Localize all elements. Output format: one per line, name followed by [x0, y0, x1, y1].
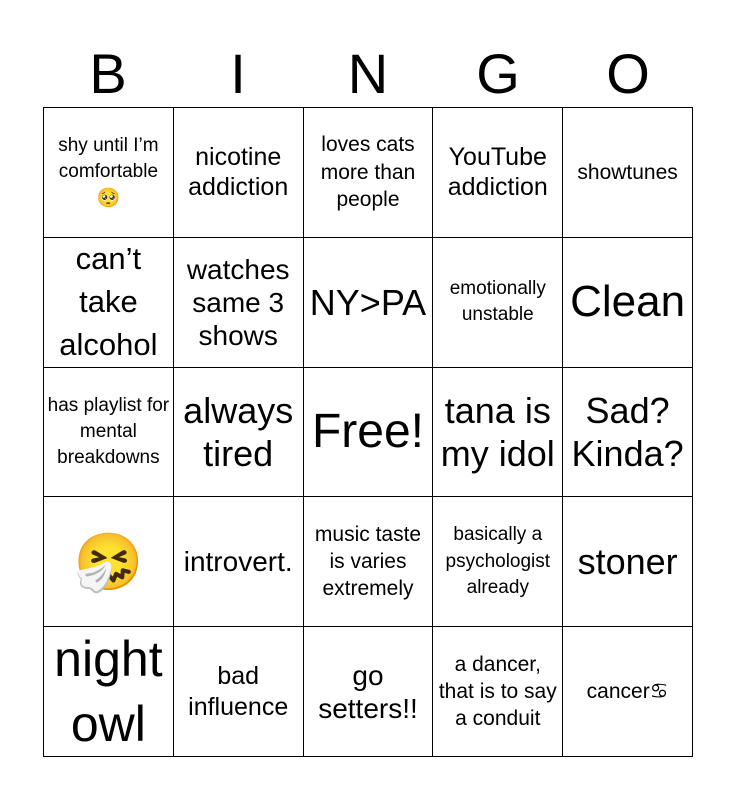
cell-text: tana is my idol — [440, 389, 555, 474]
bingo-cell[interactable] — [563, 497, 693, 627]
bingo-cell[interactable] — [433, 497, 563, 627]
bingo-cell[interactable] — [563, 108, 693, 238]
bingo-cell[interactable] — [174, 627, 304, 757]
cell-text: go setters!! — [318, 659, 418, 724]
sneezing-face-icon: 🤧 — [73, 529, 144, 593]
bingo-cell[interactable] — [44, 497, 174, 627]
cell-text: emotionally unstable — [449, 277, 546, 326]
bingo-cell[interactable] — [304, 497, 434, 627]
bingo-cell[interactable] — [304, 108, 434, 238]
header-letter-o: O — [606, 42, 650, 105]
bingo-board — [43, 107, 693, 757]
cell-text: loves cats more than people — [320, 133, 416, 212]
bingo-header — [43, 40, 693, 108]
bingo-cell[interactable] — [563, 627, 693, 757]
header-letter-g: G — [476, 42, 520, 105]
bingo-cell[interactable] — [174, 108, 304, 238]
bingo-cell[interactable] — [433, 108, 563, 238]
cell-text: showtunes — [577, 160, 678, 184]
cell-text: nicotine addiction — [188, 142, 289, 202]
bingo-cell[interactable] — [304, 627, 434, 757]
bingo-cell[interactable] — [174, 497, 304, 627]
bingo-cell[interactable] — [433, 368, 563, 498]
bingo-cell[interactable] — [563, 238, 693, 368]
bingo-cell[interactable] — [433, 238, 563, 368]
cell-text: YouTube addiction — [447, 142, 548, 202]
bingo-cell[interactable] — [174, 238, 304, 368]
cell-text: always tired — [183, 389, 294, 474]
cell-text: music taste is varies extremely — [314, 522, 422, 601]
bingo-cell[interactable] — [44, 108, 174, 238]
cell-text: night owl — [54, 630, 163, 752]
header-letter-i: I — [230, 42, 246, 105]
header-letter-n: N — [347, 42, 389, 105]
cell-text: Clean — [570, 277, 686, 327]
cell-text: introvert. — [183, 546, 293, 578]
cell-text: shy until I’m comfortable 🥺 — [58, 135, 159, 209]
header-letter-b: B — [89, 42, 127, 105]
cell-text: can’t take alcohol — [59, 241, 158, 362]
free-space-cell[interactable] — [304, 368, 434, 498]
bingo-cell[interactable] — [563, 368, 693, 498]
cell-text: Sad? Kinda? — [571, 389, 684, 474]
cell-text: basically a psychologist already — [445, 524, 551, 598]
cell-text: has playlist for mental breakdowns — [47, 394, 170, 469]
bingo-cell[interactable] — [44, 627, 174, 757]
cell-text: NY>PA — [309, 281, 427, 323]
bingo-cell[interactable] — [433, 627, 563, 757]
cell-text: a dancer, that is to say a conduit — [438, 652, 557, 731]
cell-text: bad influence — [188, 662, 289, 721]
cell-text: cancer♋ — [586, 679, 669, 703]
bingo-cell[interactable] — [44, 238, 174, 368]
bingo-cell[interactable] — [304, 238, 434, 368]
cell-text: stoner — [577, 541, 678, 583]
cell-text: watches same 3 shows — [186, 253, 290, 351]
free-space-text: Free! — [311, 404, 424, 458]
bingo-cell[interactable] — [44, 368, 174, 498]
bingo-cell[interactable] — [174, 368, 304, 498]
